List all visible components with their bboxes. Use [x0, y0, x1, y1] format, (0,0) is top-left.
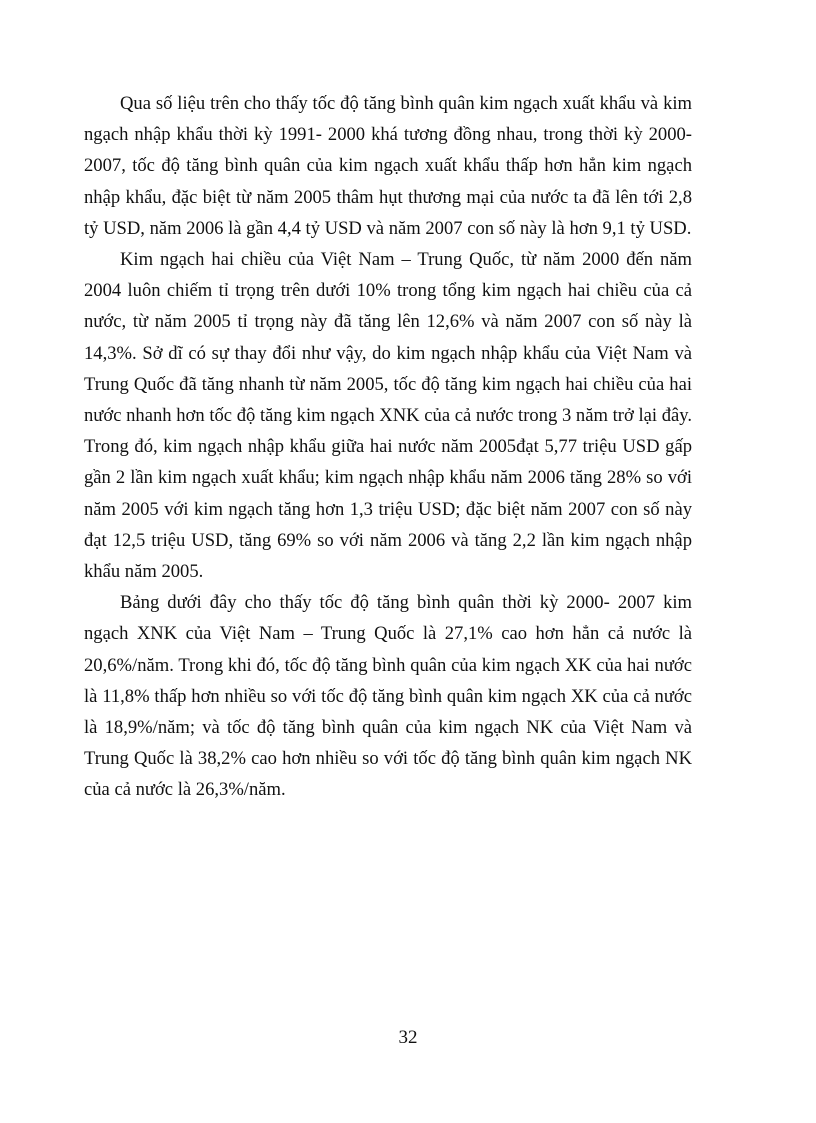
page-number: 32 — [398, 1027, 418, 1048]
paragraph-trade-growth: Qua số liệu trên cho thấy tốc độ tăng bình quân kim ngạch xuất khẩu và kim ngạch nhập khẩu thời kỳ 1991- 2000 khá tương đồng nhau, trong thời kỳ 2000- 2007, tốc độ tăng bình quân của kim ngạch xuất khẩu thấp hơn hẳn kim ngạch nhập khẩu, đặc biệt từ năm 2005 thâm hụt thương mại của nước ta đã lên tới 2,8 tỷ USD, năm 2006 là gần 4,4 tỷ USD và năm 2007 con số này là hơn 9,1 tỷ USD. — [84, 93, 692, 239]
paragraph-average-growth: Bảng dưới đây cho thấy tốc độ tăng bình quân thời kỳ 2000- 2007 kim ngạch XNK của Việt Nam – Trung Quốc là 27,1% cao hơn hẳn cả nước là 20,6%/năm. Trong khi đó, tốc độ tăng bình quân của kim ngạch XK của hai nước là 11,8% thấp hơn nhiều so với tốc độ tăng bình quân kim ngạch XK của cả nước là 18,9%/năm; và tốc độ tăng bình quân của kim ngạch NK của Việt Nam và Trung Quốc là 38,2% cao hơn nhiều so với tốc độ tăng bình quân kim ngạch NK của cả nước là 26,3%/năm. — [84, 592, 692, 801]
paragraph-two-way-turnover: Kim ngạch hai chiều của Việt Nam – Trung Quốc, từ năm 2000 đến năm 2004 luôn chiếm tỉ trọng trên dưới 10% trong tổng kim ngạch hai chiều của cả nước, từ năm 2005 tỉ trọng này đã tăng lên 12,6% và năm 2007 con số này là 14,3%. Sở dĩ có sự thay đổi như vậy, do kim ngạch nhập khẩu của Việt Nam và Trung Quốc đã tăng nhanh từ năm 2005, tốc độ tăng kim ngạch hai chiều của hai nước nhanh hơn tốc độ tăng kim ngạch XNK của cả nước trong 3 năm trở lại đây. Trong đó, kim ngạch nhập khẩu giữa hai nước năm 2005đạt 5,77 triệu USD gấp gần 2 lần kim ngạch xuất khẩu; kim ngạch nhập khẩu năm 2006 tăng 28% so với năm 2005 với kim ngạch tăng hơn 1,3 triệu USD; đặc biệt năm 2007 con số này đạt 12,5 triệu USD, tăng 69% so với năm 2006 và tăng 2,2 lần kim ngạch nhập khẩu năm 2005. — [84, 249, 692, 583]
body-text — [84, 88, 692, 806]
